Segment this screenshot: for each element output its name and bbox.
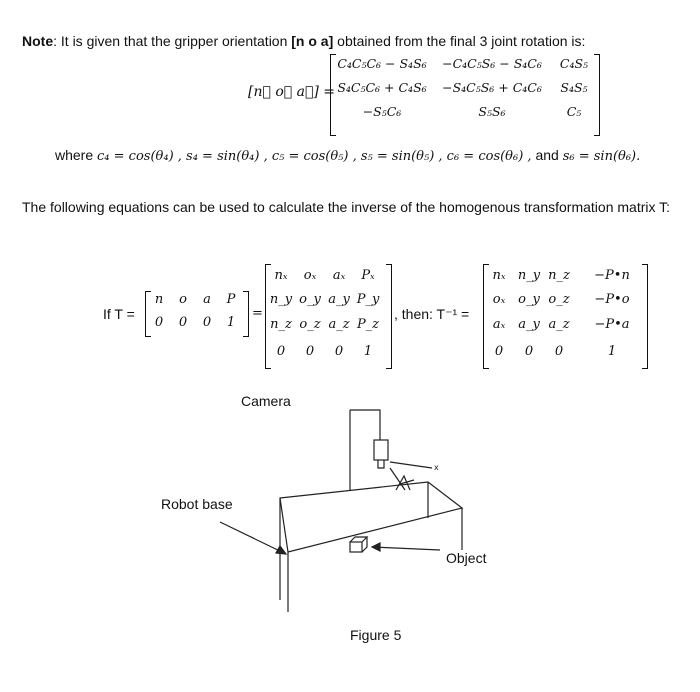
where-prefix: where <box>55 147 98 163</box>
where-and: and <box>531 147 563 163</box>
big-cell: o_y <box>299 292 321 307</box>
big-bracket-right <box>386 264 392 369</box>
big-cell: oₓ <box>303 268 317 283</box>
small-cell: 0 <box>154 315 164 330</box>
big-cell: a_z <box>328 317 350 332</box>
orientation-cell: S₄C₅C₆ + C₄S₆ <box>337 80 427 95</box>
orientation-lhs: [n⃗ o⃗ a⃗] = <box>248 84 336 100</box>
inverse-cell: o_y <box>518 292 540 307</box>
big-cell: 0 <box>276 344 286 359</box>
orientation-cell: S₄S₅ <box>560 80 588 95</box>
orientation-cell: S₅S₆ <box>478 104 506 119</box>
where-line <box>55 147 640 164</box>
big-cell: 1 <box>363 344 373 359</box>
small-cell: 1 <box>226 315 236 330</box>
inverse-cell: o_z <box>548 292 570 307</box>
big-cell: 0 <box>334 344 344 359</box>
big-cell: Pₓ <box>361 268 375 283</box>
table-top <box>280 482 462 552</box>
where-formula-end: s₆ = sin(θ₆). <box>562 149 641 164</box>
note-label: Note <box>22 33 54 49</box>
small-cell: a <box>203 292 211 307</box>
big-cell: nₓ <box>274 268 288 283</box>
inverse-cell: n_y <box>517 268 541 283</box>
small-cell: o <box>179 292 187 307</box>
camera-lens <box>378 460 384 468</box>
camera-body <box>374 440 388 460</box>
object-cube <box>350 542 362 552</box>
robot-base-label: Robot base <box>161 496 233 512</box>
object-arrow <box>372 547 440 550</box>
inverse-cell: 0 <box>554 344 564 359</box>
where-formula: c₄ = cos(θ₄) , s₄ = sin(θ₄) , c₅ = cos(θ₅) , s₅ = sin(θ₅) , c₆ = cos(θ₆) , <box>97 149 532 164</box>
robot-base-arrow <box>220 522 286 554</box>
small-cell: n <box>154 292 164 307</box>
orientation-cell: −S₄C₅S₆ + C₄C₆ <box>442 80 542 95</box>
inverse-cell: a_y <box>518 317 540 332</box>
inverse-cell: −P•a <box>594 317 630 332</box>
note-text: : It is given that the gripper orientation <box>53 33 292 49</box>
small-cell: 0 <box>178 315 188 330</box>
small-cell: 0 <box>202 315 212 330</box>
big-cell: aₓ <box>332 268 346 283</box>
orientation-bracket-right <box>594 54 600 136</box>
camera-arm <box>350 410 380 440</box>
figure-caption: Figure 5 <box>350 627 402 643</box>
orientation-cell: C₅ <box>566 104 582 119</box>
big-cell: 0 <box>305 344 315 359</box>
big-cell: P_z <box>356 317 380 332</box>
paragraph: The following equations can be used to calculate the inverse of the homogenous transformation matrix T: <box>22 199 671 215</box>
inverse-bracket-right <box>642 264 648 369</box>
inverse-cell: −P•n <box>594 268 630 283</box>
small-cell: P <box>226 292 236 307</box>
inverse-cell: a_z <box>548 317 570 332</box>
note-bracket-text: [n o a] <box>291 33 334 49</box>
orientation-cell: C₄C₅C₆ − S₄S₆ <box>337 56 427 71</box>
note-text-after: obtained from the final 3 joint rotation is: <box>333 33 586 49</box>
robot-figure-drawing <box>200 390 500 620</box>
inverse-cell: n_z <box>548 268 570 283</box>
then-label: , then: T⁻¹ = <box>394 306 470 322</box>
big-cell: a_y <box>328 292 350 307</box>
big-cell: P_y <box>356 292 380 307</box>
inverse-cell: aₓ <box>492 317 506 332</box>
big-cell: n_y <box>269 292 293 307</box>
inverse-cell: oₓ <box>492 292 506 307</box>
orientation-cell: −S₅C₆ <box>362 104 402 119</box>
big-cell: o_z <box>299 317 321 332</box>
camera-label: Camera <box>241 393 291 409</box>
orientation-cell: −C₄C₅S₆ − S₄C₆ <box>442 56 542 71</box>
inverse-cell: 1 <box>607 344 617 359</box>
axis-label: x <box>434 463 439 472</box>
inverse-cell: 0 <box>494 344 504 359</box>
object-arrow-head <box>372 543 380 551</box>
if-label: If T = <box>103 306 135 322</box>
inverse-cell: nₓ <box>492 268 506 283</box>
equals-sign: = <box>252 306 263 321</box>
object-label: Object <box>446 550 487 566</box>
robot-base-arrow-head <box>276 546 286 554</box>
big-cell: n_z <box>270 317 292 332</box>
camera-axis-x <box>390 462 432 468</box>
inverse-cell: −P•o <box>594 292 630 307</box>
inverse-cell: 0 <box>524 344 534 359</box>
note-line <box>22 33 585 49</box>
orientation-cell: C₄S₅ <box>559 56 589 71</box>
